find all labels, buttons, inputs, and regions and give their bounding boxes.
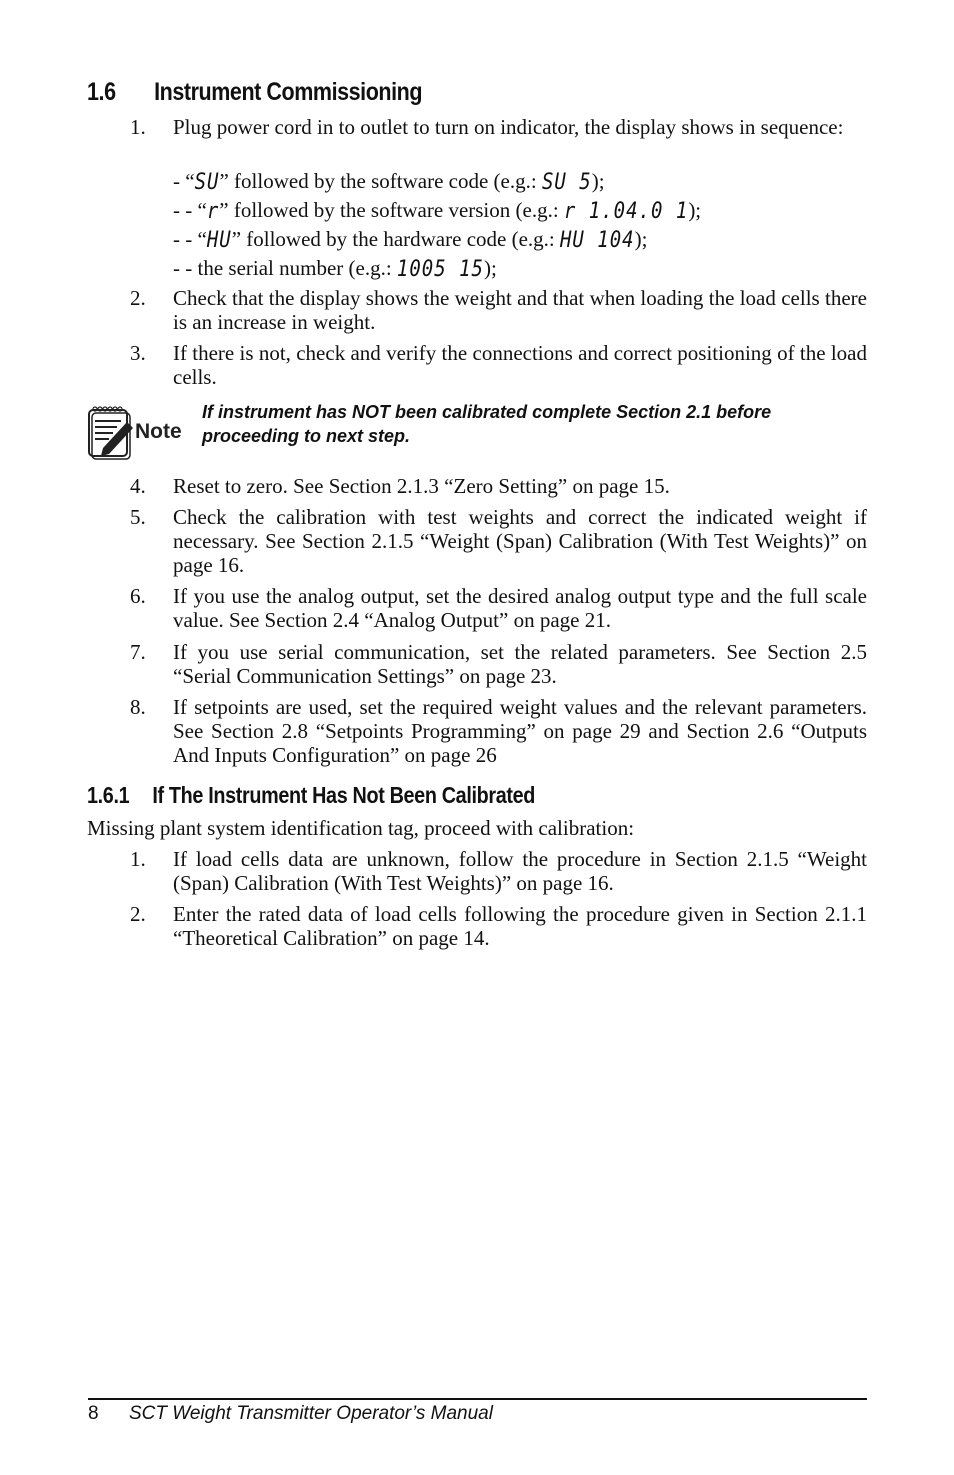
step-text: If there is not, check and verify the connections and correct positioning of the load cells. [173,341,867,389]
sequence-line [173,256,497,281]
step-number: 1. [130,847,146,871]
subsection-number: 1.6.1 [87,782,130,808]
sequence-line [173,227,647,252]
step-text: Plug power cord in to outlet to turn on indicator, the display shows in sequence: [173,115,844,139]
step-number: 8. [130,695,146,719]
step-text: Reset to zero. See Section 2.1.3 “Zero Setting” on page 15. [173,474,670,498]
step-number: 2. [130,902,146,926]
step-text: If you use serial communication, set the related parameters. See Section 2.5 “Serial Communication Settings” on page 23. [173,640,867,688]
sequence-text: ” followed by the software code (e.g.: [219,169,542,193]
sequence-lead: - - the serial number (e.g.: [173,256,397,280]
sequence-lead: - - “ [173,227,207,251]
subsection-title: If The Instrument Has Not Been Calibrated [152,782,536,808]
note-callout [87,404,189,460]
step-text: Check that the display shows the weight and that when loading the load cells there is an increase in weight. [173,286,867,334]
note-pencil-icon [87,404,189,460]
sequence-tail: ); [484,256,497,280]
display-example: 1005 15 [396,256,484,282]
step-number: 1. [130,115,146,139]
step-text: If setpoints are used, set the required weight values and the relevant parameters. See Section 2.8 “Setpoints Programming” on page 29 and Section 2.6 “Outputs And Inputs Configuration” on page 26 [173,695,867,767]
step-text: If you use the analog output, set the desired analog output type and the full scale value. See Section 2.4 “Analog Output” on page 21. [173,584,867,632]
step-number: 7. [130,640,146,664]
display-example: SU 5 [541,169,592,195]
subsection-heading [87,782,535,809]
step-number: 5. [130,505,146,529]
sequence-line [173,169,605,194]
sequence-text: ” followed by the software version (e.g.: [219,198,564,222]
sequence-tail: ); [688,198,702,222]
section-number: 1.6 [87,78,116,106]
step-number: 3. [130,341,146,365]
section-heading [87,78,422,107]
step-number: 4. [130,474,146,498]
display-example: HU 104 [559,227,635,253]
subsection-intro: Missing plant system identification tag, proceed with calibration: [87,816,635,840]
section-title: Instrument Commissioning [154,78,423,106]
display-example: r 1.04.0 1 [563,198,689,224]
page-number: 8 [88,1403,99,1424]
step-text: If load cells data are unknown, follow the procedure in Section 2.1.5 “Weight (Span) Calibration (With Test Weights)” on page 16. [173,847,867,895]
manual-title: SCT Weight Transmitter Operator’s Manual [129,1403,493,1424]
display-code: HU [206,227,232,253]
step-text: Enter the rated data of load cells following the procedure given in Section 2.1.1 “Theoretical Calibration” on page 14. [173,902,867,950]
step-number: 2. [130,286,146,310]
step-number: 6. [130,584,146,608]
sequence-lead: - - “ [173,198,207,222]
note-label: Note [135,420,182,443]
display-code: r [206,198,220,224]
sequence-lead: - “ [173,169,195,193]
note-text: If instrument has NOT been calibrated complete Section 2.1 before proceeding to next step. [202,402,772,446]
sequence-text: ” followed by the hardware code (e.g.: [231,227,560,251]
sequence-tail: ); [591,169,605,193]
sequence-tail: ); [634,227,648,251]
sequence-line [173,198,701,223]
footer-rule [88,1398,867,1400]
display-code: SU [194,169,220,195]
step-text: Check the calibration with test weights and correct the indicated weight if necessary. See Section 2.1.5 “Weight (Span) Calibration (With Test Weights)” on page 16. [173,505,867,577]
